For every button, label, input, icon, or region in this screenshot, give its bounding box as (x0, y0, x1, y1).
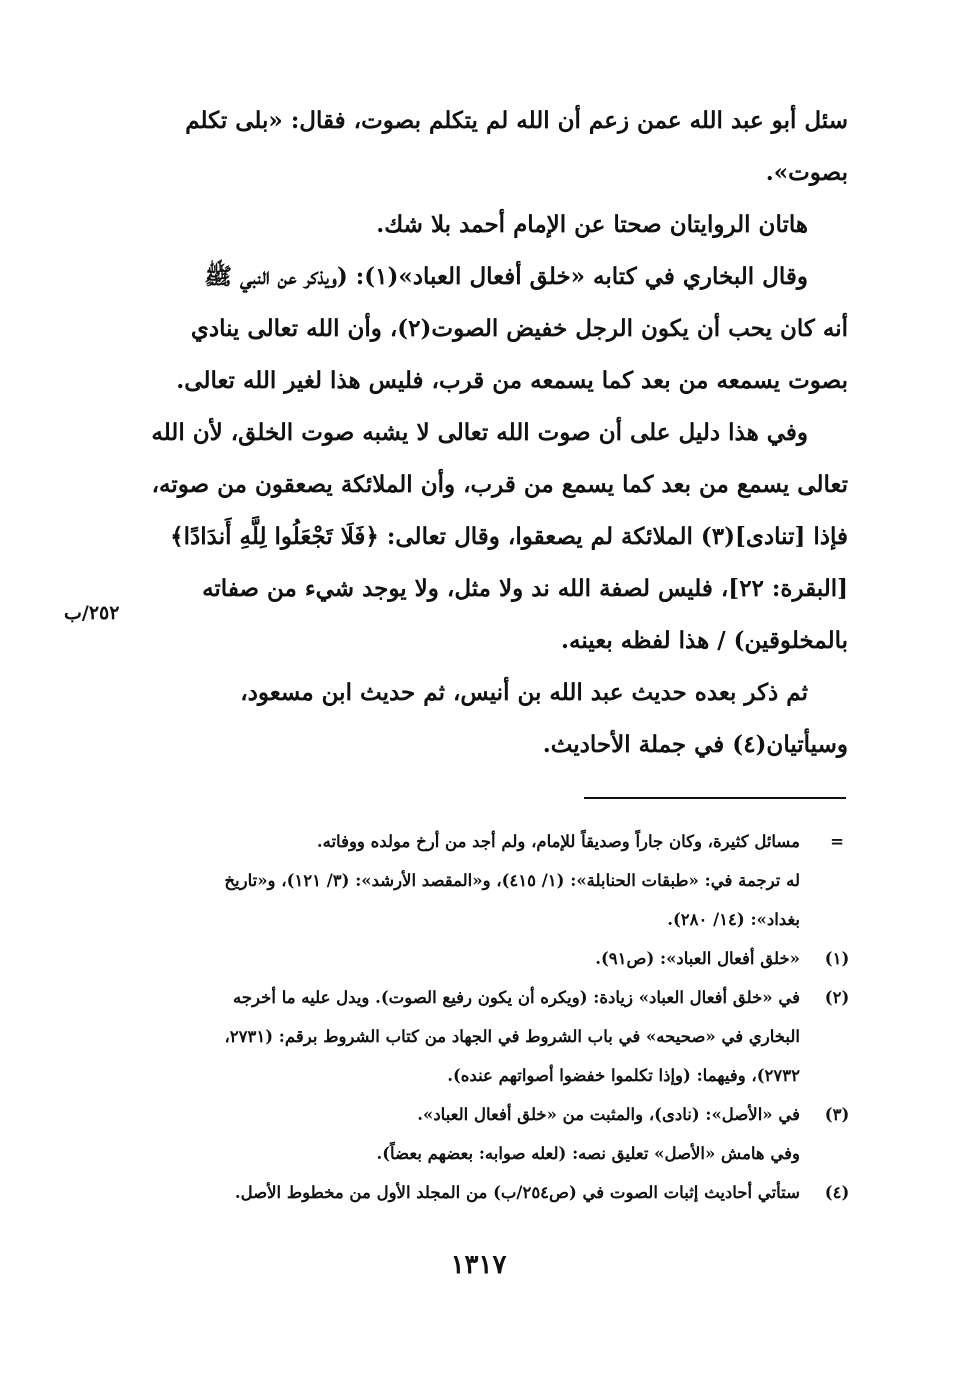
footnote-number: (٤) (824, 1183, 850, 1202)
footnote-line (138, 900, 854, 939)
footnote-line (138, 822, 854, 861)
footnote-text: «خلق أفعال العباد»: (ص٩١). (595, 949, 800, 968)
footnote-separator (584, 797, 846, 799)
page-number: ١٣١٧ (450, 1250, 507, 1280)
footnote-text: ٢٧٣٢)، وفيهما: (وإذا تكلموا خفضوا أصواتهم عنده). (447, 1066, 800, 1085)
footnotes (138, 822, 854, 1212)
footnote-line (138, 1017, 854, 1056)
text-line: بصوت». (765, 159, 848, 186)
footnote-line (138, 978, 854, 1017)
footnote-line (138, 1095, 854, 1134)
text-line: هاتان الروايتان صحتا عن الإمام أحمد بلا شك. (376, 211, 808, 238)
footnote-number: (١) (824, 949, 850, 968)
footnote-text: وفي هامش «الأصل» تعليق نصه: (لعله صوابه: بعضهم بعضاً). (376, 1144, 800, 1163)
text-line: أنه كان يحب أن يكون الرجل خفيض الصوت(٢)، وأن الله تعالى ينادي (190, 315, 848, 342)
footnote-text: له ترجمة في: «طبقات الحنابلة»: (١/ ٤١٥)، و«المقصد الأرشد»: (٣/ ١٢١)، و«تاريخ (224, 871, 800, 890)
footnote-line (138, 1134, 854, 1173)
footnote-line (138, 1173, 854, 1212)
text-line: بالمخلوقين) / هذا لفظه بعينه. (561, 627, 848, 654)
footnote-line (138, 939, 854, 978)
text-line: بصوت يسمعه من بعد كما يسمعه من قرب، فليس هذا لغير الله تعالى. (176, 367, 848, 394)
footnote-text: في «خلق أفعال العباد» زيادة: (ويكره أن يكون رفيع الصوت). ويدل عليه ما أخرجه (233, 988, 800, 1007)
footnote-text: مسائل كثيرة، وكان جاراً وصديقاً للإمام، ولم أجد من أرخ مولده ووفاته. (316, 832, 800, 851)
text-line: وسيأتيان(٤) في جملة الأحاديث. (542, 731, 848, 758)
text-line: وفي هذا دليل على أن صوت الله تعالى لا يشبه صوت الخلق، لأن الله (151, 419, 808, 446)
footnote-marker: = (830, 832, 844, 851)
text-line: فإذا [تنادى](٣) الملائكة لم يصعقوا، وقال تعالى: ﴿فَلَا تَجْعَلُوا لِلَّهِ أَندَادًا﴾ (170, 523, 848, 550)
text-line: وقال البخاري في كتابه «خلق أفعال العباد»(١): (ويذكر عن النبي ﷺ (204, 263, 808, 290)
footnote-text: البخاري في «صحيحه» في باب الشروط في الجهاد من كتاب الشروط برقم: (٢٧٣١، (224, 1027, 800, 1046)
text-line: [البقرة: ٢٢]، فليس لصفة الله ند ولا مثل، ولا يوجد شيء من صفاته (202, 575, 848, 602)
footnote-number: (٣) (824, 1105, 850, 1124)
footnote-line (138, 861, 854, 900)
footnote-text: بغداد»: (١٤/ ٢٨٠). (667, 910, 800, 929)
footnote-text: في «الأصل»: (نادى)، والمثبت من «خلق أفعال العباد». (417, 1105, 800, 1124)
text-line: ثم ذكر بعده حديث عبد الله بن أنيس، ثم حديث ابن مسعود، (240, 679, 808, 706)
footnote-text: ستأتي أحاديث إثبات الصوت في (ص٢٥٤/ب) من المجلد الأول من مخطوط الأصل. (234, 1183, 800, 1202)
footnote-number: (٢) (824, 988, 850, 1007)
text-line: سئل أبو عبد الله عمن زعم أن الله لم يتكلم بصوت، فقال: «بلى تكلم (185, 107, 848, 134)
footnote-line (138, 1056, 854, 1095)
main-text (142, 95, 848, 771)
text-line: تعالى يسمع من بعد كما يسمع من قرب، وأن الملائكة يصعقون من صوته، (151, 471, 848, 498)
manuscript-folio-marker: ٢٥٢/ب (64, 602, 120, 624)
